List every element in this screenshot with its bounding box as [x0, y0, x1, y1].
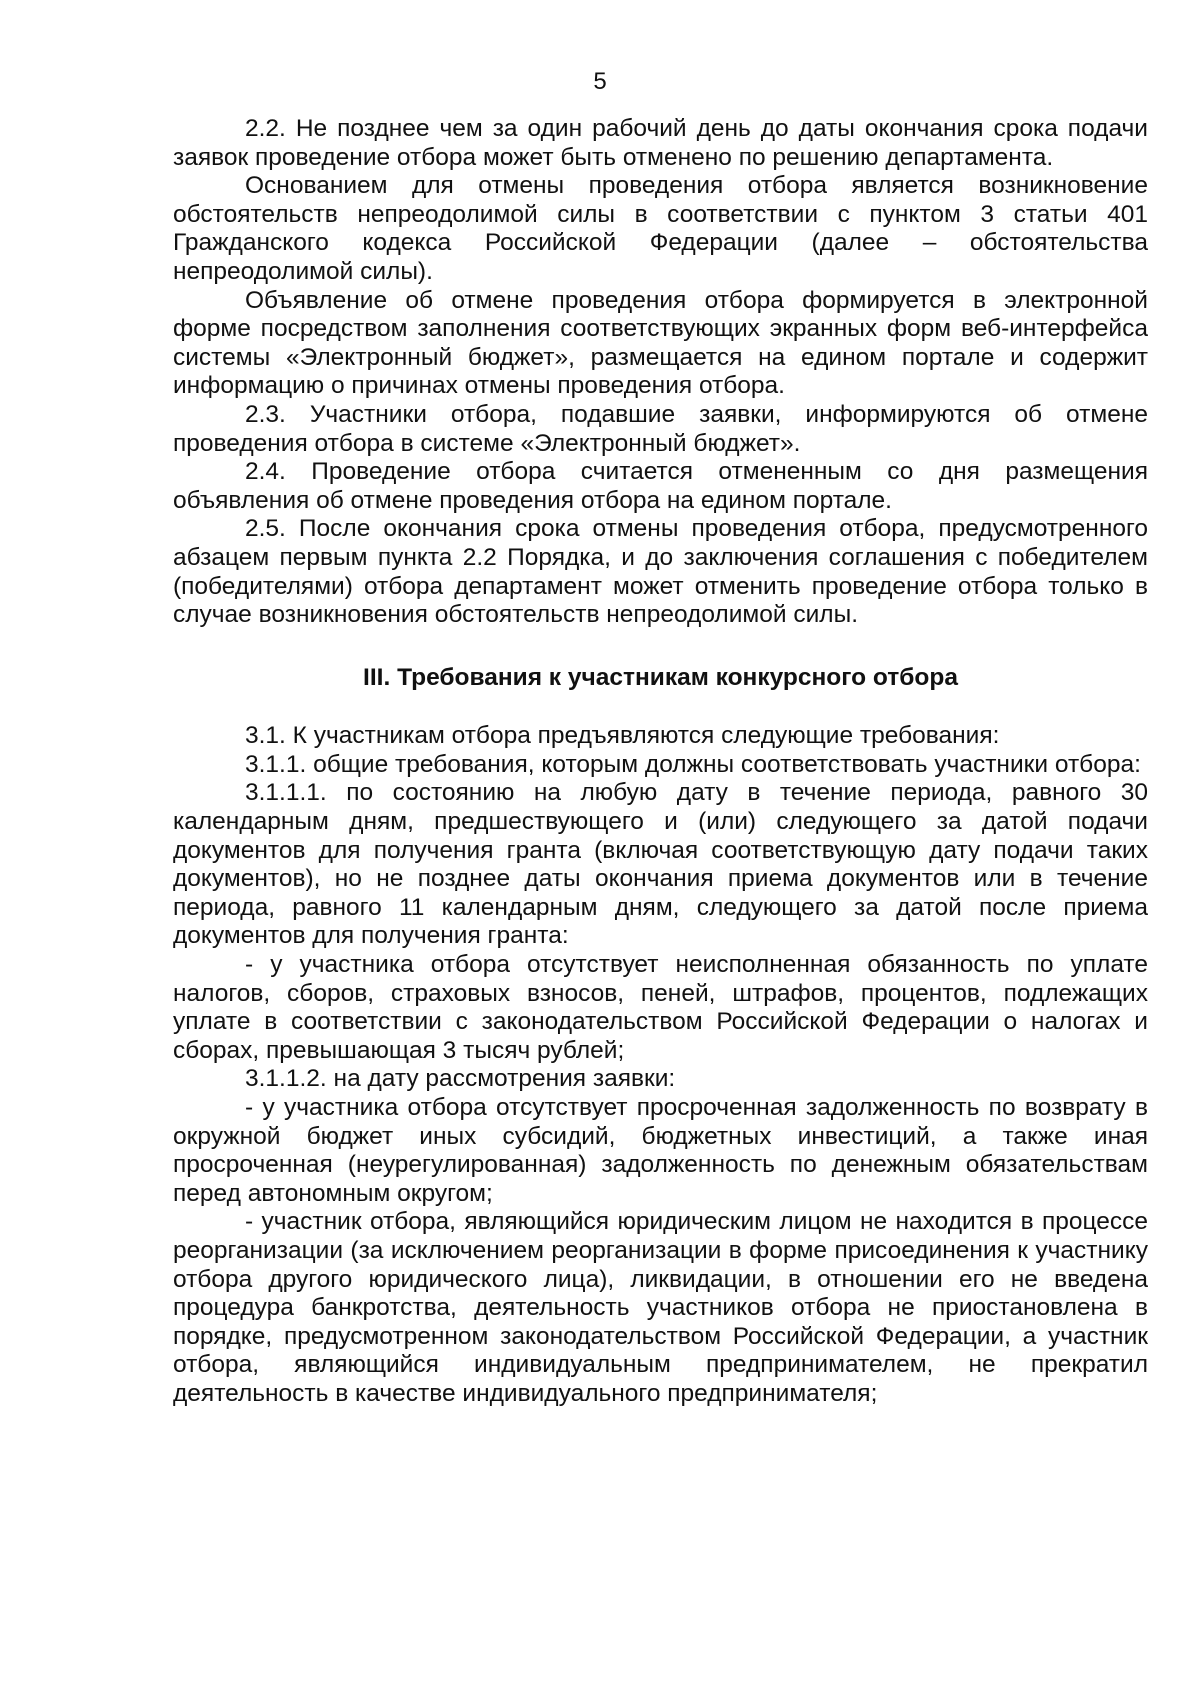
paragraph-2-5: 2.5. После окончания срока отмены проведения отбора, предусмотренного абзацем первым пункта 2.2 Порядка, и до заключения соглашения с победителем (победителями) отбора департамент может отменить проведение отбора только в случае возникновения обстоятельств непреодолимой силы.: [173, 515, 1148, 629]
paragraph-cancellation-notice: Объявление об отмене проведения отбора формируется в электронной форме посредством заполнения соответствующих экранных форм веб-интерфейса системы «Электронный бюджет», размещается на едином портале и содержит информацию о причинах отмены проведения отбора.: [173, 286, 1148, 400]
paragraph-3-1-1-1: 3.1.1.1. по состоянию на любую дату в течение периода, равного 30 календарным дням, предшествующего и (или) следующего за датой подачи документов для получения гранта (включая соответствующую дату подачи таких документов), но не позднее даты окончания приема документов или в течение периода, равного 11 календарным дням, следующего за датой после приема документов для получения гранта:: [173, 779, 1148, 950]
document-body: [173, 115, 1148, 1409]
paragraph-3-1: 3.1. К участникам отбора предъявляются следующие требования:: [245, 722, 1000, 750]
section-3-heading: III. Требования к участникам конкурсного отбора: [363, 663, 958, 691]
list-item-overdue-debt: - у участника отбора отсутствует просроченная задолженность по возврату в окружной бюджет иных субсидий, бюджетных инвестиций, а также иная просроченная (неурегулированная) задолженность по денежным обязательствам перед автономным округом;: [173, 1094, 1148, 1207]
paragraph-2-2: 2.2. Не позднее чем за один рабочий день до даты окончания срока подачи заявок проведение отбора может быть отменено по решению департамента.: [173, 115, 1148, 171]
paragraph-2-3: 2.3. Участники отбора, подавшие заявки, информируются об отмене проведения отбора в системе «Электронный бюджет».: [173, 400, 1148, 457]
paragraph-3-1-1: 3.1.1. общие требования, которым должны соответствовать участники отбора:: [245, 750, 1141, 778]
page-number: 5: [593, 68, 607, 95]
list-item-reorganization: - участник отбора, являющийся юридическим лицом не находится в процессе реорганизации (за исключением реорганизации в форме присоединения к участнику отбора другого юридического лица), ликвидации, в отношении его не введена процедура банкротства, деятельность участников отбора не приостановлена в порядке, предусмотренном законодательством Российской Федерации, а участник отбора, являющийся индивидуальным предпринимателем, не прекратил деятельность в качестве индивидуального предпринимателя;: [173, 1208, 1148, 1407]
list-item-tax-obligations: - у участника отбора отсутствует неисполненная обязанность по уплате налогов, сборов, страховых взносов, пеней, штрафов, процентов, подлежащих уплате в соответствии с законодательством Российской Федерации о налогах и сборах, превышающая 3 тысяч рублей;: [173, 951, 1148, 1064]
paragraph-grounds-for-cancellation: Основанием для отмены проведения отбора является возникновение обстоятельств непреодолимой силы в соответствии с пунктом 3 статьи 401 Гражданского кодекса Российской Федерации (далее – обстоятельства непреодолимой силы).: [173, 172, 1148, 285]
paragraph-3-1-1-2: 3.1.1.2. на дату рассмотрения заявки:: [245, 1065, 676, 1093]
paragraph-2-4: 2.4. Проведение отбора считается отмененным со дня размещения объявления об отмене проведения отбора на едином портале.: [173, 458, 1148, 514]
